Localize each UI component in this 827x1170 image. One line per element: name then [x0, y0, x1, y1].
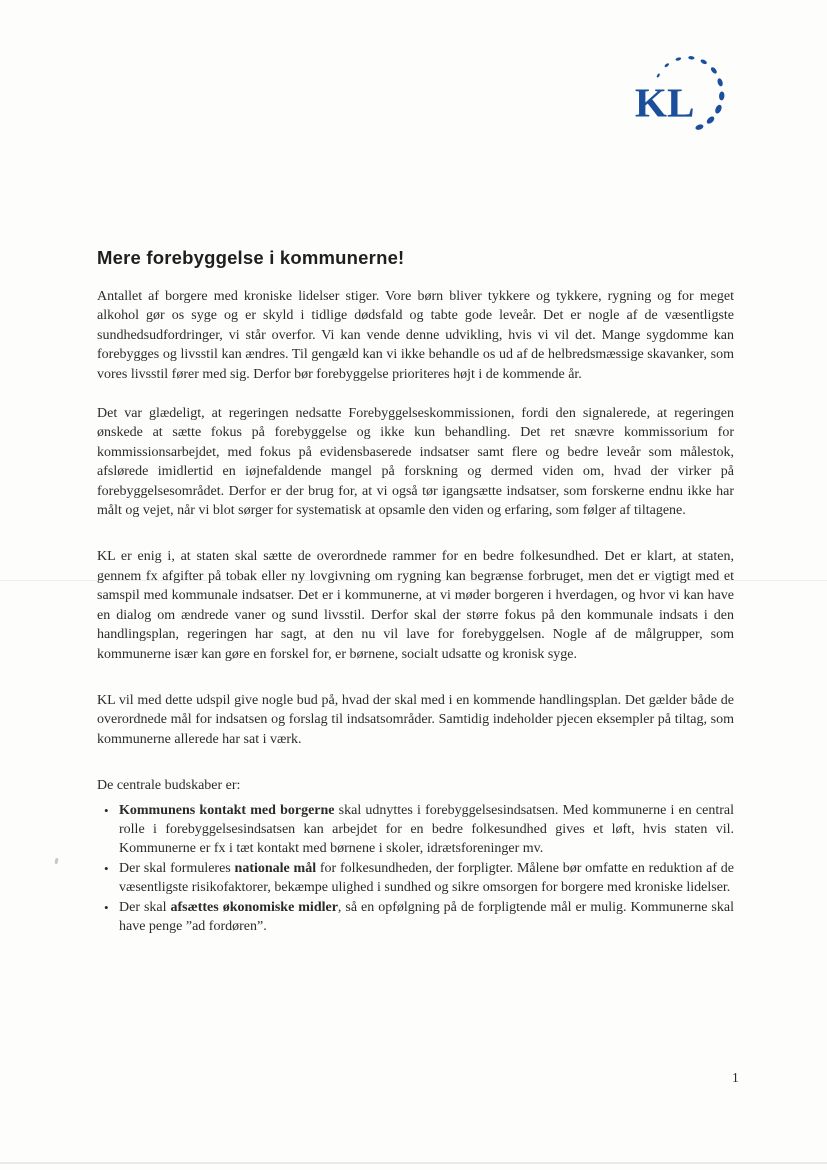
- paragraph-2: Det var glædeligt, at regeringen nedsatte Forebyggelseskommissionen, fordi den signalerede, at regeringen ønskede at sætte fokus på forebyggelse og ikke kun behandling. Det ret snævre kommissorium for kommissionsarbejdet, med fokus på evidensbaserede indsatser samt flere og bedre leveår som målestok, afslørede imidlertid en iøjnefaldende mangel på forskning og dermed viden om, hvad der virker på forebyggelsesområdet. Derfor er der brug for, at vi også tør igangsætte indsatser, som forskerne endnu ikke har målt og vejet, når vi blot sørger for systematisk at opsamle den viden og erfaring, som følger af tiltagene.: [97, 406, 734, 519]
- bullet-marker: •: [104, 899, 109, 915]
- list-item: [97, 859, 734, 898]
- bullet-pre: Der skal formuleres: [119, 860, 235, 876]
- kl-logo: [634, 50, 729, 136]
- bullet-list: [97, 801, 734, 937]
- bullet-text: [119, 898, 734, 937]
- bullet-bold: Kommunens kontakt med borgerne: [119, 802, 335, 818]
- bullet-bold: afsættes økonomiske midler: [170, 899, 338, 915]
- bullet-post: skal udnyttes i forebyggelsesindsatsen. Med kommunerne i en central rolle i forebyggelsesindsatsen kan arbejdet for en bedre folkesundhed gives et løft, hvis staten vil. Kommunerne er fx i tæt kontakt med børnene i skoler, idrætsforeninger mv.: [119, 802, 734, 857]
- page-number: 1: [732, 1070, 739, 1085]
- list-item: [97, 898, 734, 937]
- kl-logo-graphic: [634, 50, 729, 136]
- bullet-bold: nationale mål: [234, 860, 317, 876]
- scan-artifact-line: [0, 580, 827, 581]
- paragraph-1: Antallet af borgere med kroniske lidelser stiger. Vore børn bliver tykkere og tykkere, rygning og for meget alkohol gør os syge og er skyld i tidlige dødsfald og tabte gode leveår. Det er nogle af de væsentligste sundhedsudfordringer, vi står overfor. Vi kan vende denne udvikling, hvis vi vil det. Mange sygdomme kan forebygges og livsstil kan ændres. Til gengæld kan vi ikke behandle os ud af de helbredsmæssige skavanker, som vores livsstil fører med sig. Derfor bør forebyggelse prioriteres højt i de kommende år.: [97, 289, 734, 382]
- bullet-text: [119, 859, 734, 898]
- scan-artifact-line: [0, 1162, 827, 1164]
- bullet-marker: •: [104, 860, 109, 876]
- bullet-marker: •: [104, 802, 109, 818]
- bullets-intro: De centrale budskaber er:: [97, 778, 241, 794]
- bullet-text: [119, 801, 734, 859]
- scan-artifact-speck: [54, 858, 58, 864]
- bullet-post: for folkesundheden, der forpligter. Målene bør omfatte en reduktion af de væsentligste risikofaktorer, bekæmpe ulighed i sundhed og sikre omsorgen for borgere med kroniske lidelser.: [119, 860, 734, 896]
- list-item: [97, 801, 734, 859]
- paragraph-3: KL er enig i, at staten skal sætte de overordnede rammer for en bedre folkesundhed. Det er klart, at staten, gennem fx afgifter på tobak eller ny lovgivning om rygning kan begrænse forbruget, men det er vigtigt med et samspil med kommunale indsatser. Det er i kommunerne, at vi møder borgeren i hverdagen, og hvor vi kan have en dialog om ændrede vaner og sund livsstil. Derfor skal der større fokus på den kommunale indsats i den handlingsplan, regeringen har sagt, at den nu vil lave for forebyggelsen. Nogle af de målgrupper, som kommunerne især kan gøre en forskel for, er børnene, socialt udsatte og kronisk syge.: [97, 549, 734, 662]
- document-content: [97, 246, 734, 936]
- page-title: Mere forebyggelse i kommunerne!: [97, 247, 405, 268]
- bullet-post: , så en opfølgning på de forpligtende mål er mulig. Kommunerne skal have penge ”ad fordøren”.: [119, 899, 734, 934]
- bullet-pre: Der skal: [119, 899, 171, 915]
- kl-logo-text: KL: [634, 79, 695, 126]
- paragraph-4: KL vil med dette udspil give nogle bud på, hvad der skal med i en kommende handlingsplan. Det gælder både de overordnede mål for indsatsen og forslag til indsatsområder. Samtidig indeholder pjecen eksempler på tiltag, som kommunerne allerede har sat i værk.: [97, 692, 734, 747]
